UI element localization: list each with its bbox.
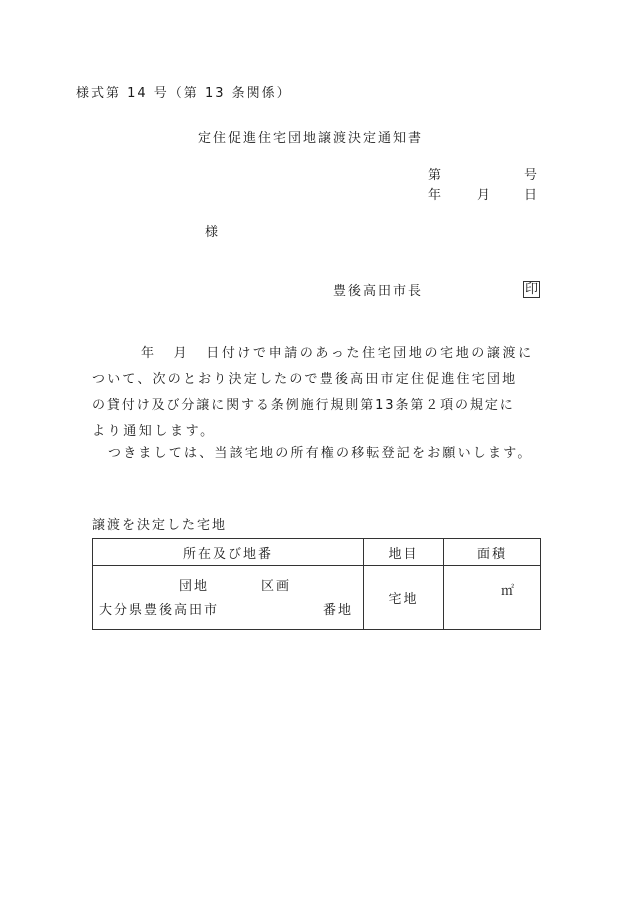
banchi-label: 番地	[323, 603, 354, 618]
date-day: 日	[524, 188, 538, 203]
body-date-year: 年	[141, 346, 157, 361]
body-line-1	[92, 341, 562, 367]
header-land-category: 地目	[364, 539, 444, 566]
body-line-1-text: 日付けで申請のあった住宅団地の宅地の譲渡に	[206, 346, 534, 361]
body-date-month: 月	[173, 346, 190, 361]
table-header-row	[93, 539, 541, 566]
cell-land-category: 宅地	[364, 566, 444, 630]
table-row	[93, 566, 541, 630]
body-line-5: つきましては、当該宅地の所有権の移転登記をお願いします。	[108, 446, 533, 461]
body-line-3: の貸付け及び分譲に関する条例施行規則第13条第２項の規定に	[92, 398, 515, 413]
body-line-4: より通知します。	[92, 424, 216, 439]
form-number: 様式第 14 号（第 13 条関係）	[76, 86, 292, 101]
seal-mark	[523, 282, 540, 298]
header-area: 面積	[444, 539, 541, 566]
doc-number-dai: 第	[428, 168, 442, 183]
lot-table	[92, 538, 541, 630]
cell-location	[93, 566, 364, 630]
issuer-name: 豊後高田市長	[333, 284, 424, 299]
document-title: 定住促進住宅団地譲渡決定通知書	[198, 131, 424, 146]
body-line-2: ついて、次のとおり決定したので豊後高田市定住促進住宅団地	[92, 372, 518, 387]
address-text: 大分県豊後高田市	[99, 603, 220, 618]
recipient-suffix: 様	[205, 225, 219, 240]
cell-area-unit: ㎡	[444, 566, 541, 630]
date-month: 月	[477, 188, 491, 203]
seal-text: 印	[525, 282, 539, 297]
danchi-label: 団地	[179, 579, 210, 594]
doc-number-go: 号	[524, 168, 538, 183]
header-location: 所在及び地番	[93, 539, 364, 566]
date-year: 年	[428, 188, 442, 203]
kukaku-label: 区画	[261, 579, 292, 594]
section-label: 譲渡を決定した宅地	[92, 518, 228, 533]
